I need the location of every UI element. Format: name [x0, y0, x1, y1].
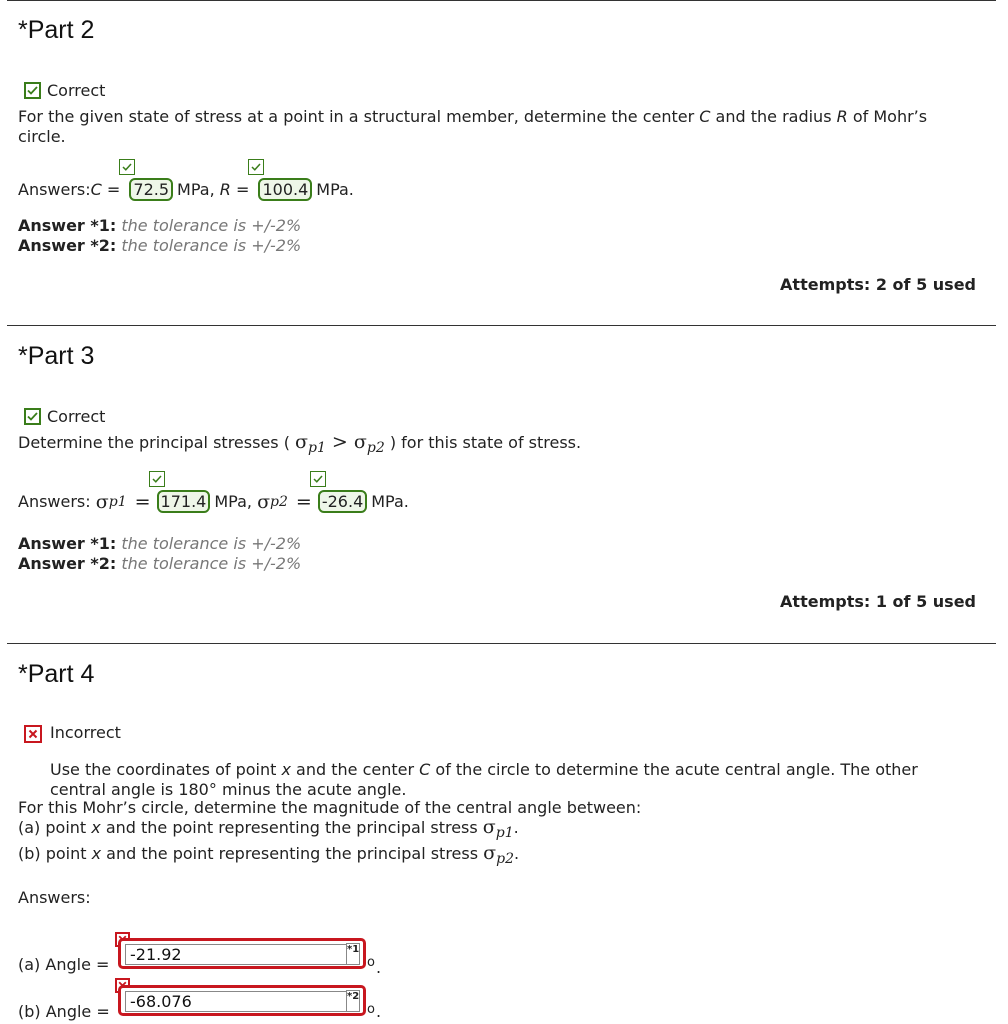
sigma-symbol: σ	[483, 842, 497, 864]
subscript: p2	[496, 851, 515, 867]
tolerance-text: the tolerance is +/-2%	[121, 554, 302, 573]
answer-sp2-box[interactable]	[318, 490, 367, 513]
angle-a-input[interactable]: -21.92	[125, 944, 347, 965]
hint-text: of the circle to determine the acute central angle. The other	[430, 760, 918, 779]
degree-symbol: o	[367, 955, 375, 970]
tolerance-label: Answer *2:	[18, 236, 117, 255]
check-icon	[248, 159, 264, 175]
x-icon	[24, 725, 42, 743]
answer-R-box[interactable]	[258, 178, 312, 201]
hint-text: central angle is 180° minus the acute angle.	[50, 780, 407, 799]
subscript: p2	[366, 440, 385, 456]
check-icon	[119, 159, 135, 175]
part2-tolerances	[18, 216, 301, 256]
var-C: C	[699, 107, 711, 126]
part2-status	[24, 81, 105, 100]
part4-answers-label: Answers:	[18, 888, 91, 907]
subscript: p1	[308, 440, 326, 456]
answer-tag: *2	[346, 990, 360, 1012]
var-R: R	[219, 180, 231, 199]
part3-answers	[18, 490, 409, 513]
subscript: p1	[495, 825, 514, 841]
unit-label: MPa,	[177, 180, 220, 199]
part3-attempts: Attempts: 1 of 5 used	[780, 592, 976, 611]
part3-title: *Part 3	[18, 342, 95, 370]
hint-text: and the center	[290, 760, 420, 779]
part3-status-text: Correct	[47, 407, 106, 426]
tolerance-label: Answer *2:	[18, 554, 117, 573]
prompt-text: circle.	[18, 127, 66, 146]
sigma-symbol: σ	[482, 816, 496, 838]
divider	[7, 643, 996, 644]
tolerance-label: Answer *1:	[18, 216, 117, 235]
unit-label: MPa,	[214, 492, 258, 511]
tolerance-text: the tolerance is +/-2%	[121, 236, 302, 255]
sigma-symbol: σ	[353, 431, 367, 453]
check-icon	[24, 408, 41, 425]
answer-tag: *1	[346, 943, 360, 965]
angle-b-input[interactable]: -68.076	[125, 991, 347, 1012]
question-text: and the point representing the principal stress	[100, 818, 483, 837]
tolerance-text: the tolerance is +/-2%	[121, 216, 302, 235]
part3-prompt	[18, 432, 581, 458]
unit-label: MPa.	[316, 180, 354, 199]
period: .	[513, 818, 519, 837]
var-x: x	[91, 818, 101, 837]
var-C: C	[90, 180, 102, 199]
question-text: For this Mohr’s circle, determine the magnitude of the central angle between:	[18, 798, 642, 817]
question-text: and the point representing the principal stress	[101, 844, 484, 863]
answer-C-box[interactable]	[129, 178, 173, 201]
equals-sign: =	[101, 180, 126, 199]
tolerance-label: Answer *1:	[18, 534, 117, 553]
angle-b-label: (b) Angle =	[18, 1002, 110, 1021]
subscript: p1	[108, 493, 127, 510]
var-x: x	[91, 844, 102, 863]
part3-tolerances	[18, 534, 301, 574]
equals-sign: =	[134, 490, 151, 513]
part2-title: *Part 2	[18, 16, 95, 44]
greater-than: >	[325, 431, 354, 453]
question-text: (a) point	[18, 818, 92, 837]
angle-b-input-wrap	[118, 985, 366, 1016]
part2-attempts: Attempts: 2 of 5 used	[780, 275, 976, 294]
sigma-symbol: σ	[295, 431, 309, 453]
period: .	[514, 844, 520, 863]
prompt-text: Determine the principal stresses (	[18, 433, 296, 452]
part4-question-a	[18, 817, 519, 843]
part4-status-text: Incorrect	[50, 722, 121, 742]
sigma-symbol: σ	[257, 490, 271, 513]
prompt-text: ) for this state of stress.	[384, 433, 582, 452]
prompt-text: and the radius	[710, 107, 837, 126]
check-icon	[149, 471, 165, 487]
divider	[7, 325, 996, 326]
var-R: R	[836, 107, 848, 126]
answers-label: Answers:	[18, 492, 96, 511]
angle-a-label: (a) Angle =	[18, 955, 110, 974]
prompt-text: For the given state of stress at a point in a structural member, determine the center	[18, 107, 700, 126]
part2-status-text: Correct	[47, 81, 106, 100]
angle-a-input-wrap	[118, 938, 366, 969]
answer-sp2-value: -26.4	[321, 492, 364, 511]
answer-C-value: 72.5	[133, 180, 170, 199]
check-icon	[310, 471, 326, 487]
part4-question-b	[18, 843, 519, 869]
period: .	[376, 958, 382, 977]
part3-status	[24, 407, 105, 426]
hint-text: Use the coordinates of point	[50, 760, 282, 779]
part4-status	[24, 721, 121, 743]
equals-sign: =	[230, 180, 255, 199]
unit-label: MPa.	[371, 492, 409, 511]
answer-sp1-value: 171.4	[160, 492, 207, 511]
equals-sign: =	[295, 490, 312, 513]
subscript: p2	[270, 493, 288, 510]
part4-question	[18, 798, 641, 818]
tolerance-text: the tolerance is +/-2%	[121, 534, 302, 553]
answers-label: Answers:	[18, 180, 91, 199]
part2-answers	[18, 178, 354, 201]
part2-prompt	[18, 107, 927, 147]
sigma-symbol: σ	[95, 490, 109, 513]
answer-sp1-box[interactable]	[157, 490, 211, 513]
degree-symbol: o	[367, 1002, 375, 1017]
part4-hint	[50, 760, 918, 800]
var-C: C	[419, 760, 431, 779]
question-text: (b) point	[18, 844, 92, 863]
answer-R-value: 100.4	[262, 180, 309, 199]
part4-title: *Part 4	[18, 660, 95, 688]
divider-top	[7, 0, 996, 1]
check-icon	[24, 82, 41, 99]
prompt-text: of Mohr’s	[847, 107, 928, 126]
var-x: x	[281, 760, 291, 779]
period: .	[376, 1002, 382, 1021]
